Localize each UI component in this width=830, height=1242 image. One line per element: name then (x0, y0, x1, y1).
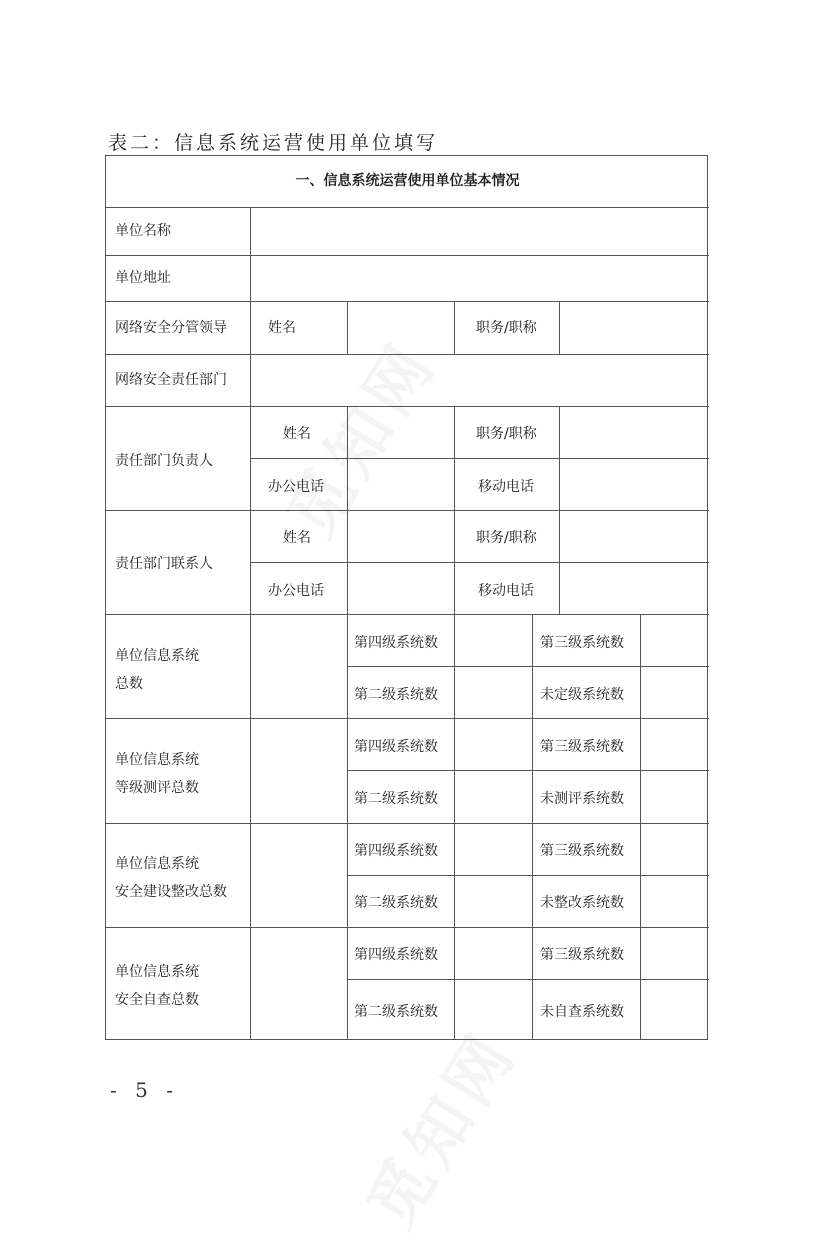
grid-line (347, 301, 348, 354)
grid-line (347, 979, 709, 980)
grid-line (106, 927, 709, 928)
rectified-systems-label-line2: 安全建设整改总数 (115, 884, 227, 900)
self-checked-level2-label: 第二级系统数 (354, 1004, 438, 1020)
grid-line (106, 207, 709, 208)
rated-not-rated-label: 未测评系统数 (540, 791, 624, 807)
rectified-level2-label: 第二级系统数 (354, 895, 438, 911)
unit-info-form (105, 155, 708, 1040)
dept-head-office-phone-label: 办公电话 (268, 479, 324, 495)
grid-line (454, 301, 455, 354)
grid-line (106, 614, 709, 615)
self-checked-systems-label (115, 958, 199, 1014)
leader-name-label: 姓名 (268, 320, 296, 336)
grid-line (106, 510, 709, 511)
grid-line (559, 301, 560, 354)
dept-contact-name-label: 姓名 (283, 530, 311, 546)
grid-line (347, 406, 348, 614)
rated-level2-label: 第二级系统数 (354, 791, 438, 807)
grid-line (106, 255, 709, 256)
total-systems-label-line2: 总数 (115, 676, 143, 692)
dept-head-label: 责任部门负责人 (115, 453, 213, 469)
self-checked-not-checked-label: 未自查系统数 (540, 1004, 624, 1020)
total-level4-label: 第四级系统数 (354, 635, 438, 651)
section-header: 一、信息系统运营使用单位基本情况 (295, 173, 520, 189)
total-level3-label: 第三级系统数 (540, 635, 624, 651)
total-undetermined-label: 未定级系统数 (540, 687, 624, 703)
self-checked-systems-label-line1: 单位信息系统 (115, 964, 199, 980)
grid-line (347, 770, 709, 771)
rated-systems-label-line2: 等级测评总数 (115, 780, 199, 796)
grid-line (347, 614, 348, 1039)
grid-line (454, 406, 455, 614)
self-checked-level4-label: 第四级系统数 (354, 947, 438, 963)
rectified-not-rectified-label: 未整改系统数 (540, 895, 624, 911)
dept-contact-office-phone-label: 办公电话 (268, 583, 324, 599)
grid-line (559, 406, 560, 614)
grid-line (347, 875, 709, 876)
grid-line (106, 406, 709, 407)
rated-level3-label: 第三级系统数 (540, 739, 624, 755)
rectified-systems-label-line1: 单位信息系统 (115, 856, 199, 872)
total-systems-label-line1: 单位信息系统 (115, 648, 199, 664)
rectified-level3-label: 第三级系统数 (540, 843, 624, 859)
security-department-label: 网络安全责任部门 (115, 372, 227, 388)
grid-line (347, 666, 709, 667)
total-level2-label: 第二级系统数 (354, 687, 438, 703)
rated-systems-label-line1: 单位信息系统 (115, 752, 199, 768)
dept-contact-mobile-label: 移动电话 (478, 583, 534, 599)
dept-contact-label: 责任部门联系人 (115, 556, 213, 572)
dept-contact-position-label: 职务/职称 (476, 530, 537, 546)
rated-systems-label (115, 746, 199, 802)
grid-line (250, 207, 251, 1039)
dept-head-mobile-label: 移动电话 (478, 479, 534, 495)
security-leader-label: 网络安全分管领导 (115, 320, 227, 336)
grid-line (106, 823, 709, 824)
grid-line (106, 718, 709, 719)
grid-line (106, 354, 709, 355)
dept-head-name-label: 姓名 (283, 426, 311, 442)
unit-name-label: 单位名称 (115, 223, 171, 239)
grid-line (454, 614, 455, 1039)
page-number: - 5 - (110, 1078, 179, 1102)
table-title: 表二：信息系统运营使用单位填写 (108, 132, 439, 154)
total-systems-label (115, 642, 199, 698)
self-checked-level3-label: 第三级系统数 (540, 947, 624, 963)
self-checked-systems-label-line2: 安全自查总数 (115, 992, 199, 1008)
grid-line (250, 458, 709, 459)
rated-level4-label: 第四级系统数 (354, 739, 438, 755)
unit-address-label: 单位地址 (115, 270, 171, 286)
rectified-systems-label (115, 850, 227, 906)
grid-line (106, 301, 709, 302)
grid-line (640, 614, 641, 1039)
dept-head-position-label: 职务/职称 (476, 426, 537, 442)
grid-line (250, 562, 709, 563)
grid-line (532, 614, 533, 1039)
leader-position-label: 职务/职称 (476, 320, 537, 336)
rectified-level4-label: 第四级系统数 (354, 843, 438, 859)
watermark (342, 1010, 534, 1242)
